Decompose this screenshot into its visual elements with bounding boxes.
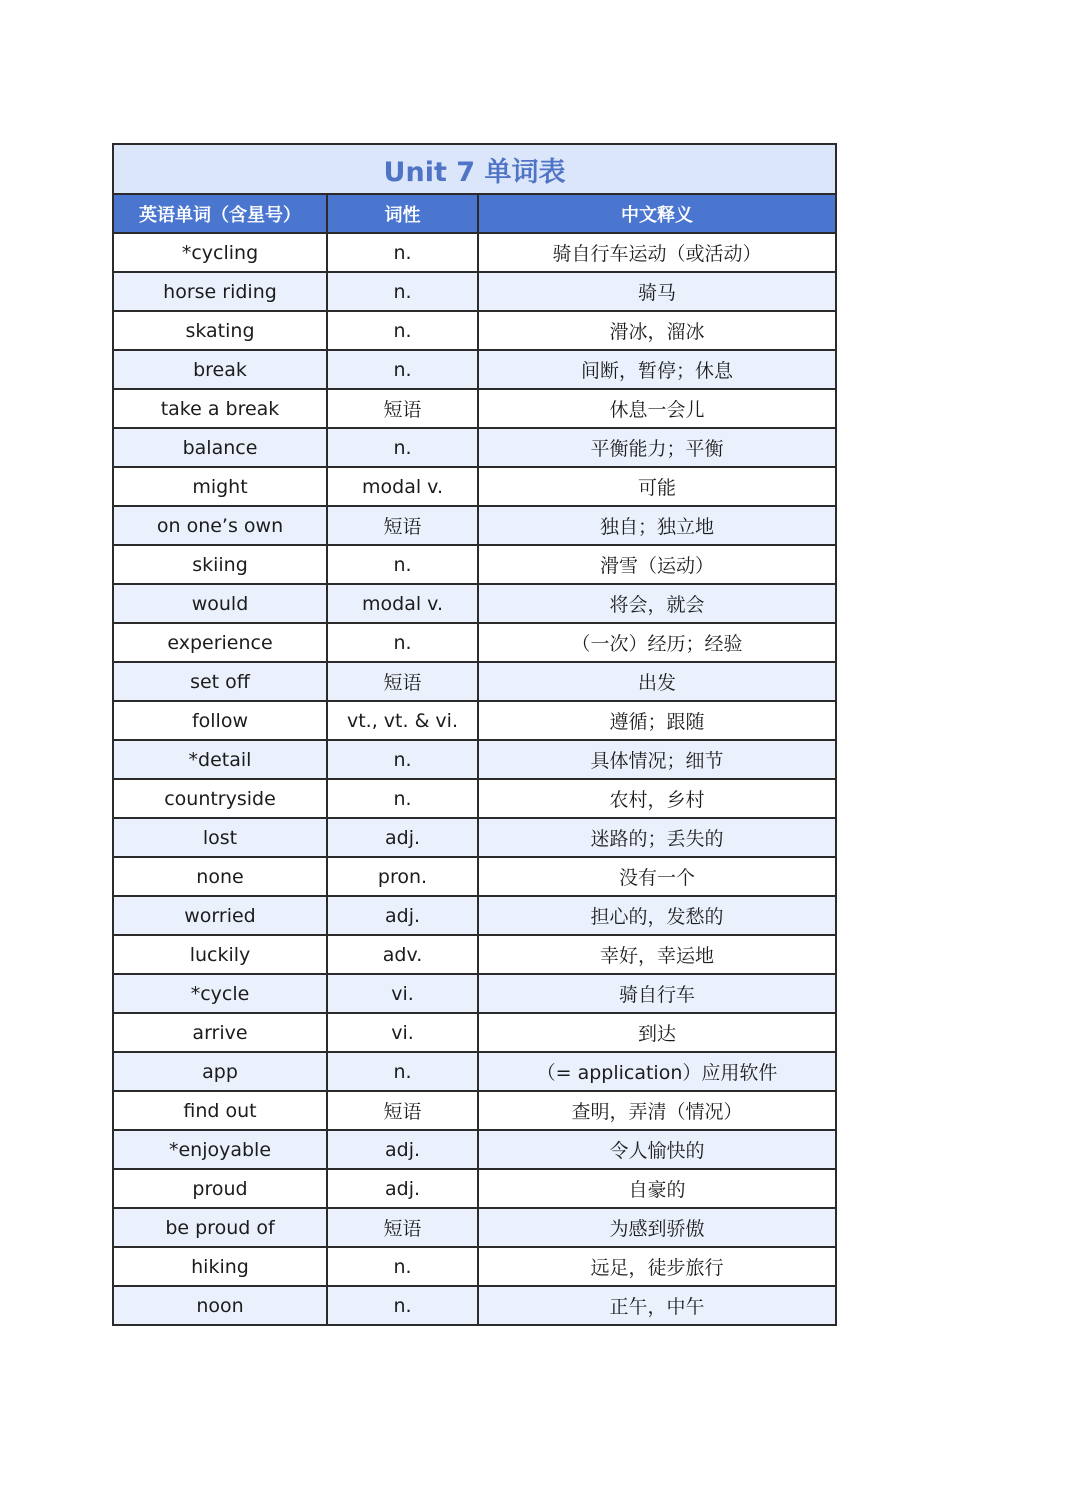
meaning-cell: 将会，就会 [478,584,836,623]
meaning-cell: 间断，暂停；休息 [478,350,836,389]
meaning-cell: 骑马 [478,272,836,311]
table-row [113,272,836,311]
word-cell: worried [113,896,327,935]
part-of-speech-cell: adj. [327,1169,478,1208]
table-row [113,701,836,740]
meaning-cell: 自豪的 [478,1169,836,1208]
meaning-cell: 农村，乡村 [478,779,836,818]
word-cell: find out [113,1091,327,1130]
word-cell: follow [113,701,327,740]
word-cell: arrive [113,1013,327,1052]
meaning-cell: （= application）应用软件 [478,1052,836,1091]
meaning-cell: 独自；独立地 [478,506,836,545]
word-cell: none [113,857,327,896]
table-row [113,896,836,935]
meaning-cell: 滑雪（运动） [478,545,836,584]
table-row [113,974,836,1013]
table-body [113,233,836,1325]
meaning-cell: 到达 [478,1013,836,1052]
table-row [113,857,836,896]
word-cell: luckily [113,935,327,974]
meaning-cell: 平衡能力；平衡 [478,428,836,467]
part-of-speech-cell: 短语 [327,389,478,428]
word-cell: be proud of [113,1208,327,1247]
meaning-cell: 骑自行车运动（或活动） [478,233,836,272]
meaning-cell: 正午，中午 [478,1286,836,1325]
part-of-speech-cell: pron. [327,857,478,896]
part-of-speech-cell: adv. [327,935,478,974]
part-of-speech-cell: 短语 [327,506,478,545]
meaning-cell: 骑自行车 [478,974,836,1013]
word-cell: set off [113,662,327,701]
meaning-cell: 查明，弄清（情况） [478,1091,836,1130]
part-of-speech-cell: n. [327,311,478,350]
word-cell: *cycle [113,974,327,1013]
table-row [113,740,836,779]
part-of-speech-cell: n. [327,350,478,389]
part-of-speech-cell: n. [327,740,478,779]
part-of-speech-cell: adj. [327,896,478,935]
word-cell: noon [113,1286,327,1325]
table-row [113,623,836,662]
table-row [113,662,836,701]
meaning-cell: 没有一个 [478,857,836,896]
part-of-speech-cell: vt., vt. & vi. [327,701,478,740]
table-row [113,506,836,545]
table-row [113,1169,836,1208]
word-cell: might [113,467,327,506]
table-row [113,1247,836,1286]
word-cell: experience [113,623,327,662]
part-of-speech-cell: n. [327,272,478,311]
table-row [113,1013,836,1052]
part-of-speech-cell: adj. [327,1130,478,1169]
part-of-speech-cell: modal v. [327,584,478,623]
word-cell: countryside [113,779,327,818]
word-cell: hiking [113,1247,327,1286]
table-row [113,1208,836,1247]
part-of-speech-cell: modal v. [327,467,478,506]
word-cell: would [113,584,327,623]
meaning-cell: 遵循；跟随 [478,701,836,740]
meaning-cell: 出发 [478,662,836,701]
word-cell: on one’s own [113,506,327,545]
meaning-cell: 迷路的；丢失的 [478,818,836,857]
part-of-speech-cell: n. [327,1286,478,1325]
word-cell: lost [113,818,327,857]
table-row [113,233,836,272]
table-row [113,350,836,389]
part-of-speech-cell: 短语 [327,1208,478,1247]
word-cell: take a break [113,389,327,428]
part-of-speech-cell: adj. [327,818,478,857]
part-of-speech-cell: vi. [327,974,478,1013]
word-cell: balance [113,428,327,467]
word-cell: app [113,1052,327,1091]
table-row [113,1286,836,1325]
word-cell: *enjoyable [113,1130,327,1169]
table-row [113,1091,836,1130]
part-of-speech-cell: n. [327,428,478,467]
meaning-cell: 滑冰，溜冰 [478,311,836,350]
column-header-part-of-speech: 词性 [327,194,478,233]
table-row [113,779,836,818]
word-cell: break [113,350,327,389]
meaning-cell: （一次）经历；经验 [478,623,836,662]
table-row [113,1052,836,1091]
meaning-cell: 幸好，幸运地 [478,935,836,974]
table-row [113,1130,836,1169]
meaning-cell: 具体情况；细节 [478,740,836,779]
word-cell: horse riding [113,272,327,311]
word-cell: skiing [113,545,327,584]
meaning-cell: 远足，徒步旅行 [478,1247,836,1286]
meaning-cell: 担心的，发愁的 [478,896,836,935]
word-cell: *cycling [113,233,327,272]
vocabulary-table [112,143,837,1326]
meaning-cell: 休息一会儿 [478,389,836,428]
table-row [113,818,836,857]
word-cell: skating [113,311,327,350]
meaning-cell: 为感到骄傲 [478,1208,836,1247]
table-header-row [113,194,836,233]
part-of-speech-cell: n. [327,545,478,584]
table-row [113,311,836,350]
table-title-row [113,144,836,194]
part-of-speech-cell: vi. [327,1013,478,1052]
meaning-cell: 可能 [478,467,836,506]
meaning-cell: 令人愉快的 [478,1130,836,1169]
table-row [113,467,836,506]
table-row [113,935,836,974]
part-of-speech-cell: n. [327,233,478,272]
column-header-word: 英语单词（含星号） [113,194,327,233]
table-row [113,584,836,623]
part-of-speech-cell: n. [327,1247,478,1286]
part-of-speech-cell: n. [327,623,478,662]
part-of-speech-cell: n. [327,1052,478,1091]
table-row [113,428,836,467]
part-of-speech-cell: n. [327,779,478,818]
table-row [113,545,836,584]
column-header-meaning: 中文释义 [478,194,836,233]
table-row [113,389,836,428]
table-title: Unit 7 单词表 [113,144,836,194]
part-of-speech-cell: 短语 [327,662,478,701]
part-of-speech-cell: 短语 [327,1091,478,1130]
word-cell: proud [113,1169,327,1208]
word-cell: *detail [113,740,327,779]
